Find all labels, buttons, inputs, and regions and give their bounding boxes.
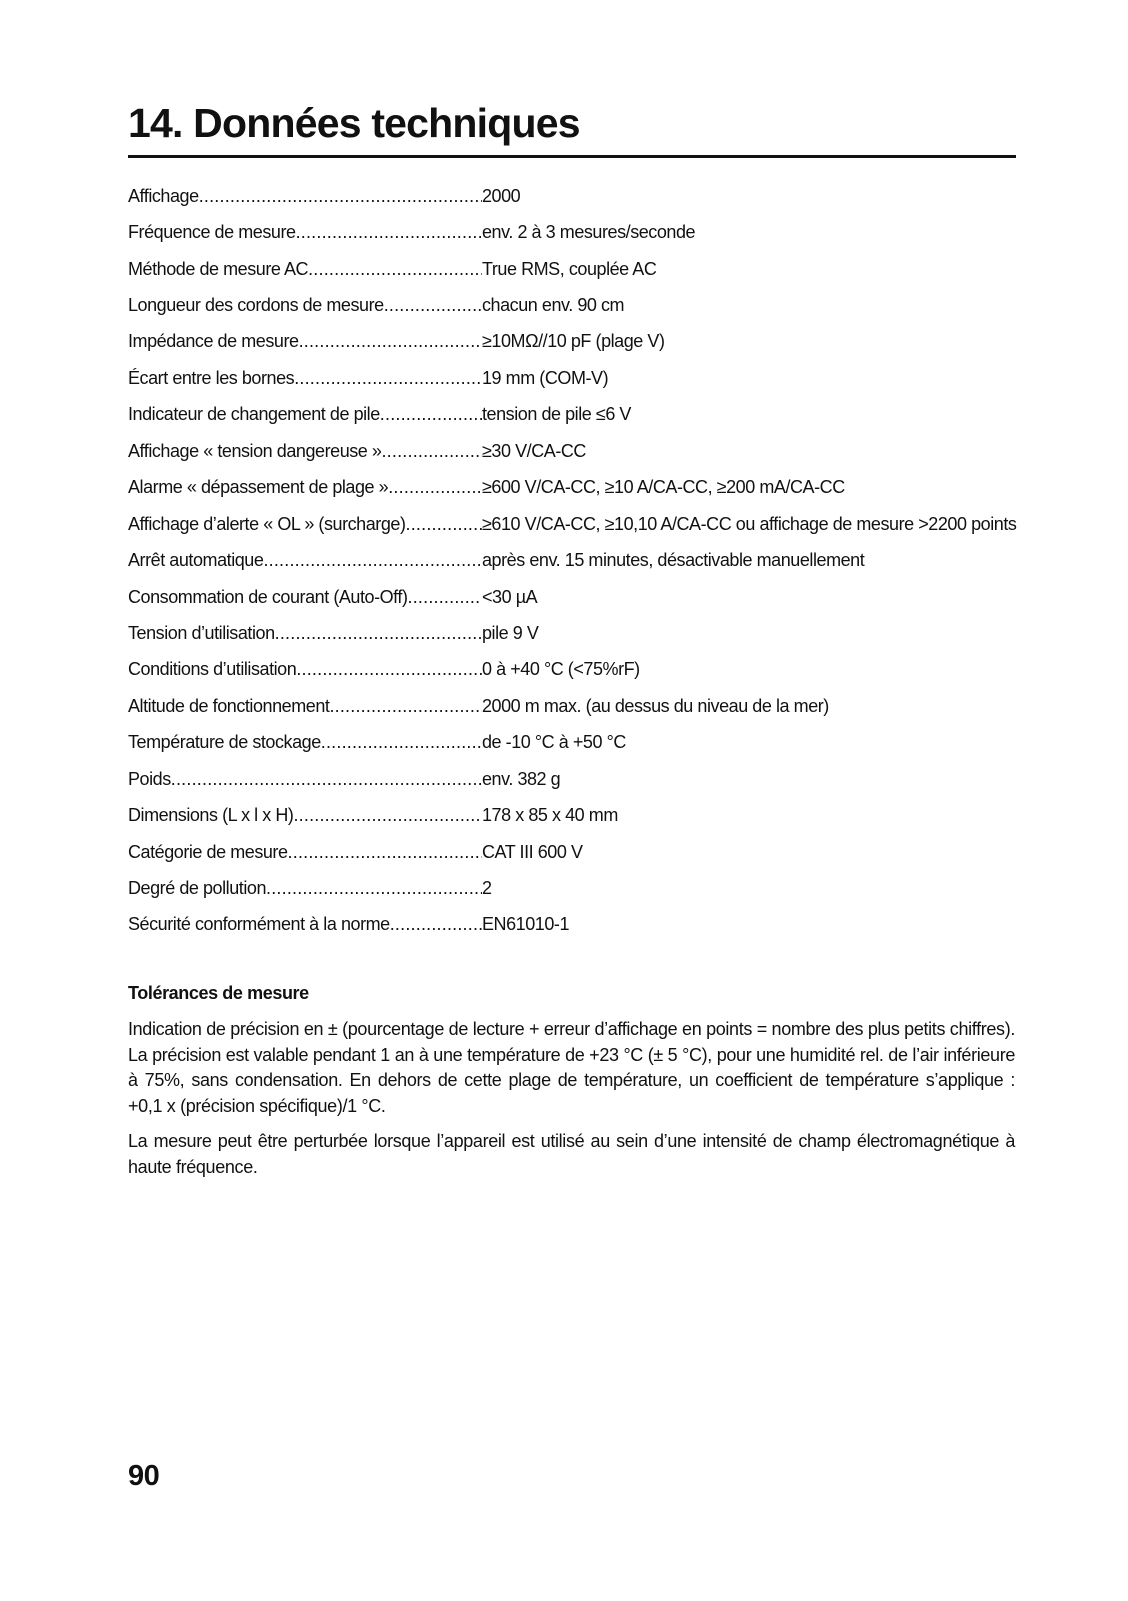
spec-label: Affichage d’alerte « OL » (surcharge) bbox=[128, 513, 406, 534]
dot-leader bbox=[380, 404, 482, 425]
dot-leader bbox=[293, 805, 482, 826]
spec-value: CAT III 600 V bbox=[482, 841, 583, 862]
spec-label: Méthode de mesure AC bbox=[128, 258, 309, 279]
spec-value: après env. 15 minutes, désactivable manuellement bbox=[482, 550, 865, 571]
spec-row bbox=[128, 652, 1028, 688]
spec-value: ≥610 V/CA-CC, ≥10,10 A/CA-CC ou affichage de mesure >2200 points bbox=[482, 513, 1017, 534]
spec-label: Indicateur de changement de pile bbox=[128, 404, 380, 425]
spec-row bbox=[128, 506, 1028, 542]
spec-label: Alarme « dépassement de plage » bbox=[128, 477, 389, 498]
spec-value: env. 2 à 3 mesures/seconde bbox=[482, 222, 696, 243]
spec-row bbox=[128, 761, 1028, 797]
spec-value: env. 382 g bbox=[482, 768, 561, 789]
dot-leader bbox=[381, 441, 482, 462]
spec-value: <30 µA bbox=[482, 586, 538, 607]
spec-value: 19 mm (COM-V) bbox=[482, 367, 609, 388]
spec-value: de -10 °C à +50 °C bbox=[482, 732, 626, 753]
spec-label: Conditions d’utilisation bbox=[128, 659, 297, 680]
dot-leader bbox=[199, 186, 482, 207]
spec-label: Consommation de courant (Auto-Off) bbox=[128, 586, 408, 607]
spec-label: Affichage bbox=[128, 185, 199, 206]
spec-label: Sécurité conformément à la norme bbox=[128, 914, 390, 935]
spec-row bbox=[128, 834, 1028, 870]
spec-value: 2 bbox=[482, 878, 492, 899]
spec-row bbox=[128, 287, 1028, 323]
spec-value: ≥10MΩ//10 pF (plage V) bbox=[482, 331, 665, 352]
dot-leader bbox=[308, 259, 482, 280]
spec-list bbox=[128, 178, 1028, 943]
spec-row bbox=[128, 397, 1028, 433]
spec-label: Tension d’utilisation bbox=[128, 622, 275, 643]
spec-row bbox=[128, 251, 1028, 287]
spec-value: 178 x 85 x 40 mm bbox=[482, 805, 618, 826]
title-underline bbox=[128, 155, 1016, 158]
spec-label: Poids bbox=[128, 768, 171, 789]
dot-leader bbox=[406, 514, 482, 535]
dot-leader bbox=[388, 477, 482, 498]
page-number: 90 bbox=[128, 1460, 160, 1492]
spec-value: tension de pile ≤6 V bbox=[482, 404, 631, 425]
spec-row bbox=[128, 214, 1028, 250]
dot-leader bbox=[294, 368, 482, 389]
spec-row bbox=[128, 797, 1028, 833]
spec-row bbox=[128, 470, 1028, 506]
spec-label: Arrêt automatique bbox=[128, 550, 264, 571]
page-title: 14. Données techniques bbox=[128, 100, 580, 146]
spec-label: Impédance de mesure bbox=[128, 331, 299, 352]
spec-value: chacun env. 90 cm bbox=[482, 295, 625, 316]
spec-value: EN61010-1 bbox=[482, 914, 570, 935]
spec-label: Température de stockage bbox=[128, 732, 321, 753]
dot-leader bbox=[408, 587, 482, 608]
dot-leader bbox=[288, 842, 482, 863]
spec-value: 2000 bbox=[482, 185, 521, 206]
tolerance-paragraph: Indication de précision en ± (pourcentage de lecture + erreur d’affichage en points = nombre des plus petits chiffres). La précision est valable pendant 1 an à une température de +23 °C (± 5 °C), pour une humidité rel. de l’air inférieure à 75%, sans condensation. En dehors de cette plage de température, un coefficient de température s’applique : +0,1 x (précision spécifique)/1 °C. bbox=[128, 1019, 1015, 1116]
spec-label: Écart entre les bornes bbox=[128, 367, 295, 388]
interference-paragraph: La mesure peut être perturbée lorsque l’appareil est utilisé au sein d’une intensité de champ électromagnétique à haute fréquence. bbox=[128, 1131, 1015, 1177]
spec-value: ≥600 V/CA-CC, ≥10 A/CA-CC, ≥200 mA/CA-CC bbox=[482, 477, 845, 498]
spec-row bbox=[128, 178, 1028, 214]
spec-row bbox=[128, 324, 1028, 360]
dot-leader bbox=[171, 769, 482, 790]
spec-value: 2000 m max. (au dessus du niveau de la mer) bbox=[482, 695, 829, 716]
spec-label: Degré de pollution bbox=[128, 878, 267, 899]
section-heading: Tolérances de mesure bbox=[128, 983, 309, 1003]
dot-leader bbox=[299, 331, 482, 352]
spec-row bbox=[128, 360, 1028, 396]
spec-row bbox=[128, 615, 1028, 651]
dot-leader bbox=[329, 696, 482, 717]
spec-value: pile 9 V bbox=[482, 622, 539, 643]
spec-label: Longueur des cordons de mesure bbox=[128, 295, 384, 316]
spec-row bbox=[128, 870, 1028, 906]
spec-label: Affichage « tension dangereuse » bbox=[128, 440, 382, 461]
spec-row bbox=[128, 433, 1028, 469]
dot-leader bbox=[321, 732, 482, 753]
spec-row bbox=[128, 725, 1028, 761]
spec-label: Altitude de fonctionnement bbox=[128, 695, 330, 716]
spec-label: Dimensions (L x l x H) bbox=[128, 805, 294, 826]
spec-row bbox=[128, 688, 1028, 724]
spec-label: Fréquence de mesure bbox=[128, 222, 296, 243]
spec-value: 0 à +40 °C (<75%rF) bbox=[482, 659, 640, 680]
dot-leader bbox=[266, 878, 482, 899]
dot-leader bbox=[275, 623, 482, 644]
spec-value: True RMS, couplée AC bbox=[482, 258, 657, 279]
dot-leader bbox=[296, 222, 482, 243]
spec-row bbox=[128, 579, 1028, 615]
spec-label: Catégorie de mesure bbox=[128, 841, 288, 862]
spec-value: ≥30 V/CA-CC bbox=[482, 440, 586, 461]
dot-leader bbox=[384, 295, 482, 316]
dot-leader bbox=[296, 659, 482, 680]
spec-row bbox=[128, 542, 1028, 578]
spec-row bbox=[128, 907, 1028, 943]
dot-leader bbox=[263, 550, 482, 571]
dot-leader bbox=[390, 914, 482, 935]
